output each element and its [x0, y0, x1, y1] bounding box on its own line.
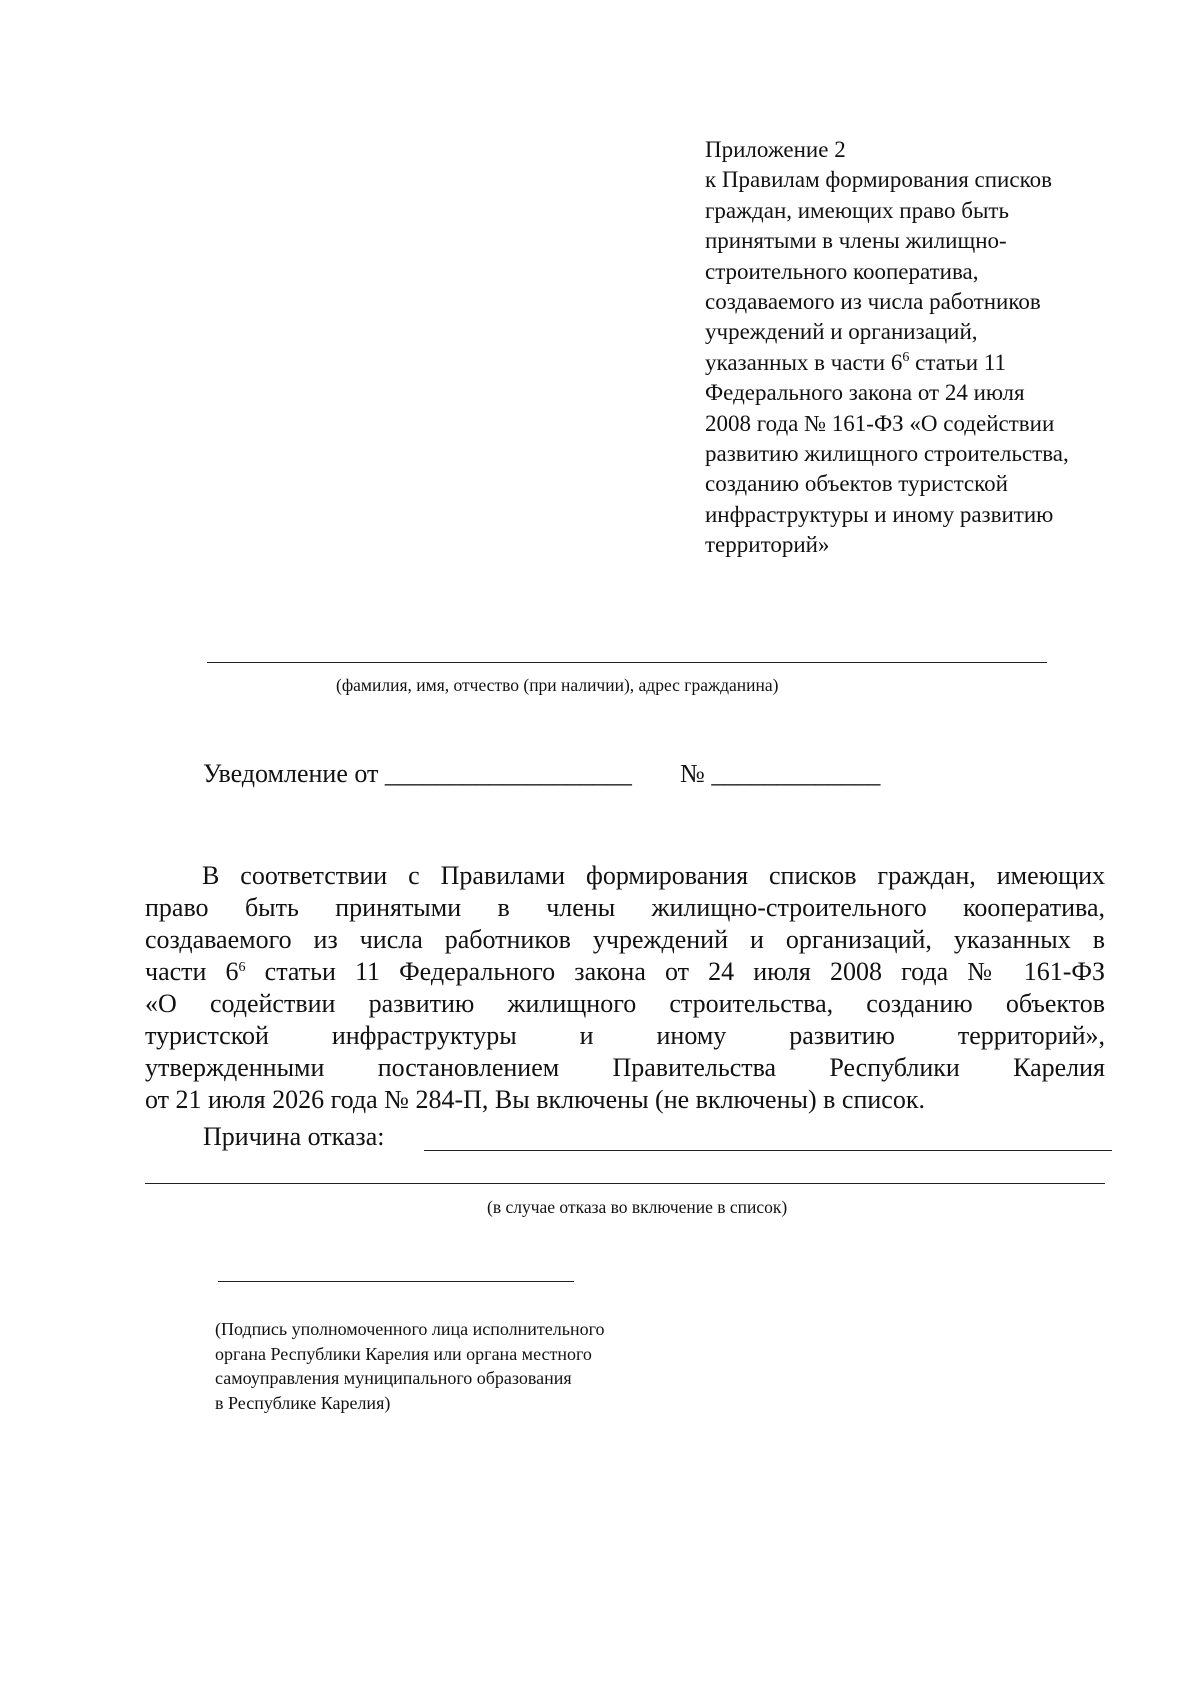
appendix-line: инфраструктуры и иному развитию [705, 501, 1054, 527]
signature-line[interactable] [218, 1281, 574, 1282]
body-line: туристской инфраструктуры и иному развитию территорий», [145, 1021, 1105, 1050]
appendix-part-text: указанных в части 6 [705, 349, 903, 375]
signature-caption-line: органа Республики Карелия или органа местного [215, 1343, 592, 1364]
body-line: право быть принятыми в члены жилищно-строительного кооператива, [145, 893, 1105, 922]
notice-number-blank[interactable]: _____________ [711, 759, 881, 788]
body-paragraph [145, 860, 1105, 1116]
appendix-part-tail: статьи 11 [909, 349, 1007, 375]
body-line: «О содействии развитию жилищного строительства, созданию объектов [145, 989, 1105, 1018]
appendix-line: территорий» [705, 532, 830, 558]
refusal-reason-line-1[interactable] [424, 1150, 1112, 1151]
appendix-line: граждан, имеющих право быть [705, 197, 1009, 223]
signature-caption-line: самоуправления муниципального образования [215, 1368, 572, 1388]
appendix-line-part-reference [705, 348, 1125, 378]
appendix-line: Федерального закона от 24 июля [705, 380, 1025, 406]
body-line: В соответствии с Правилами формирования списков граждан, имеющих [202, 861, 1105, 890]
refusal-label: Причина отказа: [203, 1122, 385, 1151]
notice-date-row [203, 759, 632, 789]
appendix-line: создаваемого из числа работников [705, 289, 1041, 315]
citizen-field-line[interactable] [207, 662, 1047, 663]
appendix-line: учреждений и организаций, [705, 319, 978, 345]
refusal-reason-line-2[interactable] [145, 1183, 1105, 1184]
body-part-text: части 6 [145, 957, 239, 986]
citizen-field-caption: (фамилия, имя, отчество (при наличии), адрес гражданина) [336, 675, 779, 695]
superscript: 6 [902, 349, 910, 365]
body-line-part-reference [145, 956, 1105, 988]
notice-number-row [680, 759, 880, 789]
signature-caption [215, 1317, 605, 1415]
body-line: создаваемого из числа работников учреждений и организаций, указанных в [145, 925, 1105, 954]
appendix-line: строительного кооператива, [705, 258, 979, 284]
appendix-header [705, 135, 1125, 561]
appendix-line: к Правилам формирования списков [705, 167, 1052, 193]
refusal-caption: (в случае отказа во включение в список) [487, 1197, 788, 1217]
appendix-line: развитию жилищного строительства, [705, 441, 1069, 467]
appendix-line: принятыми в члены жилищно- [705, 228, 1007, 254]
superscript: 6 [238, 960, 246, 975]
appendix-line: созданию объектов туристской [705, 471, 1008, 497]
appendix-title: Приложение 2 [705, 137, 846, 162]
notice-number-label: № [680, 759, 705, 788]
appendix-line: 2008 года № 161-ФЗ «О содействии [705, 410, 1055, 436]
body-line: от 21 июля 2026 года № 284-П, Вы включены (не включены) в список. [145, 1085, 925, 1114]
signature-caption-line: (Подпись уполномоченного лица исполнительного [215, 1319, 605, 1339]
body-part-tail: статьи 11 Федерального закона от 24 июля 2008 года № 161-ФЗ [245, 957, 1105, 986]
notice-date-blank[interactable]: ___________________ [384, 759, 632, 788]
notice-label: Уведомление от [203, 759, 379, 788]
body-line: утвержденными постановлением Правительства Республики Карелия [145, 1053, 1105, 1082]
signature-caption-line: в Республике Карелия) [215, 1392, 391, 1413]
